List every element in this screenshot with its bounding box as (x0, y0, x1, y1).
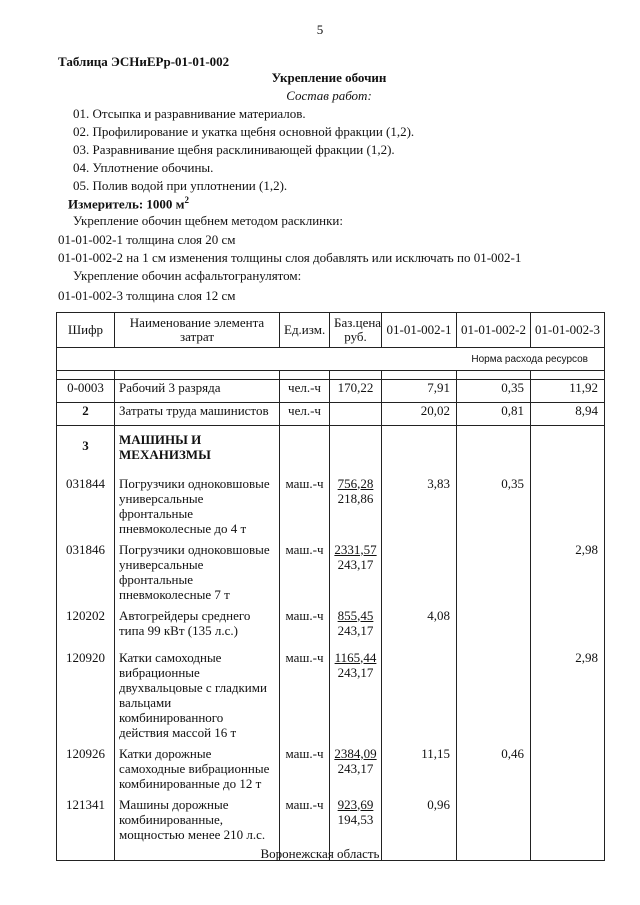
table-row (57, 380, 605, 403)
header-code: Шифр (57, 313, 115, 348)
row-c2: 0,35 (457, 470, 531, 536)
row-c1: 3,83 (382, 470, 457, 536)
method-text: Укрепление обочин щебнем методом расклинки: (73, 213, 343, 228)
resource-table (56, 312, 605, 861)
row-price2: 218,86 (337, 490, 374, 506)
meter-sup: 2 (184, 195, 190, 205)
row-c1: 0,96 (382, 791, 457, 861)
row-price: 2331,57 243,17 (330, 536, 382, 602)
row-name: Погрузчики одноковшовые универсальные фронтальные пневмоколесные 7 т (115, 536, 280, 602)
header-c1: 01-01-002-1 (382, 313, 457, 348)
row-c1 (382, 644, 457, 740)
row-price2: 243,17 (337, 556, 374, 572)
header-name: Наименование элемента затрат (115, 313, 280, 348)
row-c2: 0,46 (457, 740, 531, 791)
row-price2: 243,17 (337, 622, 374, 638)
row-unit: маш.-ч (280, 740, 330, 791)
row-price: 1165,44 243,17 (330, 644, 382, 740)
table-title: Таблица ЭСНиЕРр-01-01-002 (58, 54, 230, 69)
header-price: Баз.цена руб. (330, 313, 382, 348)
row-c3: 8,94 (531, 403, 605, 426)
row-price: 923,69 194,53 (330, 791, 382, 861)
row-price: 855,45 243,17 (330, 602, 382, 644)
row-c3 (531, 740, 605, 791)
row-c2 (457, 536, 531, 602)
row-c3: 2,98 (531, 644, 605, 740)
row-c1: 11,15 (382, 740, 457, 791)
work-item: 04. Уплотнение обочины. (73, 160, 214, 175)
header-unit: Ед.изм. (280, 313, 330, 348)
page-number: 5 (316, 22, 324, 37)
work-item: 05. Полив водой при уплотнении (1,2). (73, 178, 288, 193)
row-name: МАШИНЫ И МЕХАНИЗМЫ (115, 426, 280, 470)
row-c2: 0,81 (457, 403, 531, 426)
row-name: Машины дорожные комбинированные, мощностью менее 210 л.с. (115, 791, 280, 861)
table-row (57, 536, 605, 602)
row-code: 120926 (57, 740, 115, 791)
row-price: 756,28 218,86 (330, 470, 382, 536)
row-unit: чел.-ч (280, 380, 330, 403)
table-row (57, 403, 605, 426)
row-c3: 2,98 (531, 536, 605, 602)
row-price2: 194,53 (337, 811, 374, 827)
row-c2 (457, 602, 531, 644)
work-item: 02. Профилирование и укатка щебня основной фракции (1,2). (73, 124, 415, 139)
row-c1: 20,02 (382, 403, 457, 426)
row-code: 031846 (57, 536, 115, 602)
row-price2: 243,17 (337, 760, 374, 776)
footer-region: Воронежская область (260, 846, 380, 861)
row-code: 031844 (57, 470, 115, 536)
row-code: 0-0003 (57, 380, 115, 403)
row-price: 170,22 (330, 380, 382, 403)
row-name: Катки дорожные самоходные вибрационные комбинированные до 12 т (115, 740, 280, 791)
row-c3 (531, 470, 605, 536)
row-unit: маш.-ч (280, 791, 330, 861)
row-price2: 243,17 (337, 664, 374, 680)
row-name: Автогрейдеры среднего типа 99 кВт (135 л.с.) (115, 602, 280, 644)
row-name: Затраты труда машинистов (115, 403, 280, 426)
row-c3 (531, 602, 605, 644)
table-row (57, 644, 605, 740)
row-c3: 11,92 (531, 380, 605, 403)
meter-label: Измеритель: 1000 $м^2$ (68, 195, 190, 212)
header-c2: 01-01-002-2 (457, 313, 531, 348)
row-code: 120920 (57, 644, 115, 740)
code-line: 01-01-002-2 на 1 см изменения толщины слоя добавлять или исключать по 01-002-1 (58, 250, 522, 265)
header-c3: 01-01-002-3 (531, 313, 605, 348)
row-unit: чел.-ч (280, 403, 330, 426)
works-title: Состав работ: (286, 88, 372, 103)
row-code: 3 (57, 426, 115, 470)
table-row (57, 602, 605, 644)
row-code: 2 (57, 403, 115, 426)
row-name: Погрузчики одноковшовые универсальные фронтальные пневмоколесные до 4 т (115, 470, 280, 536)
table-header-row (57, 313, 605, 348)
row-unit: маш.-ч (280, 644, 330, 740)
row-price: 2384,09 243,17 (330, 740, 382, 791)
section-title: Укрепление обочин (271, 70, 387, 85)
row-code: 120202 (57, 602, 115, 644)
table-row (57, 740, 605, 791)
table-row (57, 426, 605, 470)
row-unit: маш.-ч (280, 470, 330, 536)
row-code: 121341 (57, 791, 115, 861)
work-item: 03. Разравнивание щебня расклинивающей фракции (1,2). (73, 142, 395, 157)
norm-label: Норма расхода ресурсов (57, 348, 605, 371)
code-line: 01-01-002-1 толщина слоя 20 см (58, 232, 236, 247)
row-c1: 7,91 (382, 380, 457, 403)
row-c1: 4,08 (382, 602, 457, 644)
row-c1 (382, 536, 457, 602)
row-name: Катки самоходные вибрационные двухвальцовые с гладкими вальцами комбинированного действия массой 16 т (115, 644, 280, 740)
row-unit: маш.-ч (280, 602, 330, 644)
method-text: Укрепление обочин асфальтогранулятом: (73, 268, 302, 283)
row-c2 (457, 644, 531, 740)
work-item: 01. Отсыпка и разравнивание материалов. (73, 106, 306, 121)
row-unit: маш.-ч (280, 536, 330, 602)
row-name: Рабочий 3 разряда (115, 380, 280, 403)
table-row (57, 470, 605, 536)
code-line: 01-01-002-3 толщина слоя 12 см (58, 288, 236, 303)
row-price (330, 403, 382, 426)
row-c2: 0,35 (457, 380, 531, 403)
